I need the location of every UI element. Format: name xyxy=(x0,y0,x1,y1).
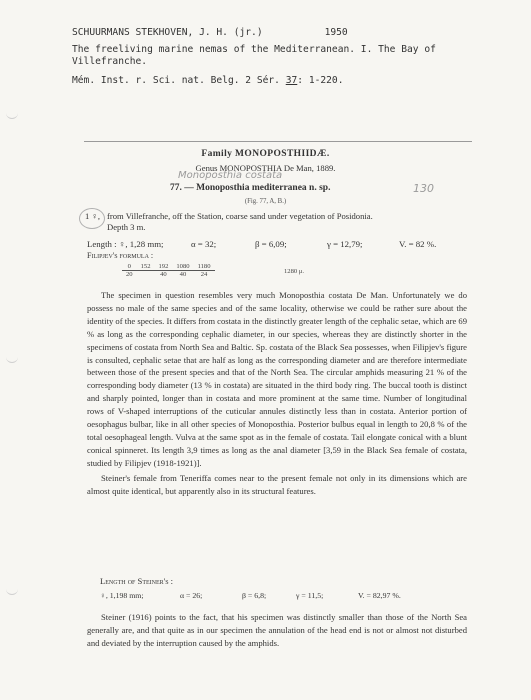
formula-label xyxy=(87,251,153,260)
species-heading xyxy=(170,183,330,193)
formula-top-value: 0 xyxy=(122,263,137,271)
citation-year: 1950 xyxy=(324,27,348,38)
card-punch-mark xyxy=(6,112,18,119)
measure-alpha: α = 32; xyxy=(191,239,217,249)
handwritten-number-annotation: 130 xyxy=(413,182,434,195)
citation-line-4 xyxy=(72,75,344,86)
steiner-length: ♀, 1,198 mm; xyxy=(100,591,144,600)
citation-line-1 xyxy=(72,27,348,38)
closing-body xyxy=(87,611,467,650)
species-number: 77. xyxy=(170,183,182,193)
formula-label-text: Filipjev's formula : xyxy=(87,251,154,260)
filipjev-formula xyxy=(122,263,215,278)
description-paragraph: The specimen in question resembles very much Monoposthia costata De Man. Unfortunately we do possess no male of the same species and of the same locality, otherwise we could be rather sure about the identity of the species. It differs from costata in the distinctly greater length of the cephalic setae, which are 69 % as long as the corresponding cephalic diameter, in our species, whereas they are distinctly shorter in the specimens of costata from North Sea and Baltic. Sp. costata of the Black Sea possesses, when Filipjev's figure is consulted, cephalic setae that are half as long as the corresponding diameter and are therefore intermediate between those of the present species and that of the North Sea. The circular amphids measuring 21 % of the corresponding body diameter (13 % in costata) are situated in the third body ring. The buccal tooth is distinct and sharply pointed, longer than in costata and more prominent at the same time. Number of longitudinal rows of V-shaped interruptions of the cuticular annules distinctly less than in costata. Anterior portion of oesophagus bulbar, like in all other species of Monoposthia. Posterior bulbus equal in length to 20,8 % of the total oesophageal length. Vulva at the same spot as in the female of costata. Tail elongate conical with a blunt conical spinneret. Its length 3,9 times as long as the anal diameter [3,59 in the Black Sea female of costata, studied by Filipjev (1918-1921)]. xyxy=(87,290,467,468)
formula-numerator-row xyxy=(122,263,215,271)
formula-denominator-row xyxy=(122,271,215,279)
steiner-label xyxy=(100,576,173,586)
specimen-locality: from Villefranche, off the Station, coarse sand under vegetation of Posidonia. xyxy=(107,211,373,221)
genus-heading: Genus MONOPOSTHIA De Man, 1889. xyxy=(195,163,336,173)
card-punch-mark xyxy=(6,356,18,363)
formula-total: 1280 μ. xyxy=(284,268,305,275)
formula-top-value: 192 xyxy=(154,263,172,271)
citation-line-3: Villefranche. xyxy=(72,56,148,67)
description-body xyxy=(87,289,467,498)
measurements-row xyxy=(87,239,467,249)
description-paragraph: Steiner's female from Teneriffa comes near to the present female not only in its dimensions which are almost quite identical, but apparently also in its structural features. xyxy=(87,472,467,496)
formula-bottom-value: 40 xyxy=(160,271,167,278)
steiner-label-text: Length of Steiner's : xyxy=(100,576,174,586)
measure-vulva: V. = 82 %. xyxy=(399,239,437,249)
formula-bottom-value: 24 xyxy=(200,271,208,278)
figure-reference: (Fig. 77, A, B.) xyxy=(244,198,287,205)
formula-table xyxy=(122,263,215,278)
extract-top-rule xyxy=(84,141,472,142)
card-punch-mark xyxy=(6,588,18,595)
handwritten-genus-annotation: Monoposthia costata xyxy=(178,170,283,181)
citation-journal: Mém. Inst. r. Sci. nat. Belg. 2 Sér. xyxy=(72,75,280,86)
species-name: — Monoposthia mediterranea n. sp. xyxy=(184,183,331,193)
measure-gamma: γ = 12,79; xyxy=(327,239,363,249)
steiner-alpha: α = 26; xyxy=(180,591,203,600)
citation-volume: 37 xyxy=(285,75,298,86)
formula-bottom-value: 40 xyxy=(179,271,187,278)
formula-top-value: 1180 xyxy=(194,263,215,271)
steiner-vulva: V. = 82,97 %. xyxy=(358,591,401,600)
formula-top-value: 1080 xyxy=(172,263,193,271)
measure-beta: β = 6,09; xyxy=(255,239,287,249)
citation-pages: : 1-220. xyxy=(297,75,344,86)
steiner-measurements-row xyxy=(100,591,470,600)
citation-author: SCHUURMANS STEKHOVEN, J. H. (jr.) xyxy=(72,27,263,38)
closing-paragraph: Steiner (1916) points to the fact, that his specimen was distinctly smaller than those of the North Sea generally are, and that quite as in our specimen the annulation of the head end is not or almost not disturbed and deviated by the interruption caused by the amphids. xyxy=(87,612,467,648)
specimen-depth: Depth 3 m. xyxy=(107,222,146,232)
steiner-beta: β = 6,8; xyxy=(242,591,267,600)
specimen-count: 1 ♀, xyxy=(85,211,101,221)
formula-bottom-value: 20 xyxy=(126,271,133,278)
steiner-gamma: γ = 11,5; xyxy=(296,591,324,600)
formula-top-value: 152 xyxy=(137,263,155,271)
family-heading: Family MONOPOSTHIIDÆ. xyxy=(201,149,330,159)
measure-length: Length : ♀, 1,28 mm; xyxy=(87,239,164,249)
citation-line-2: The freeliving marine nemas of the Mediterranean. I. The Bay of xyxy=(72,44,436,55)
